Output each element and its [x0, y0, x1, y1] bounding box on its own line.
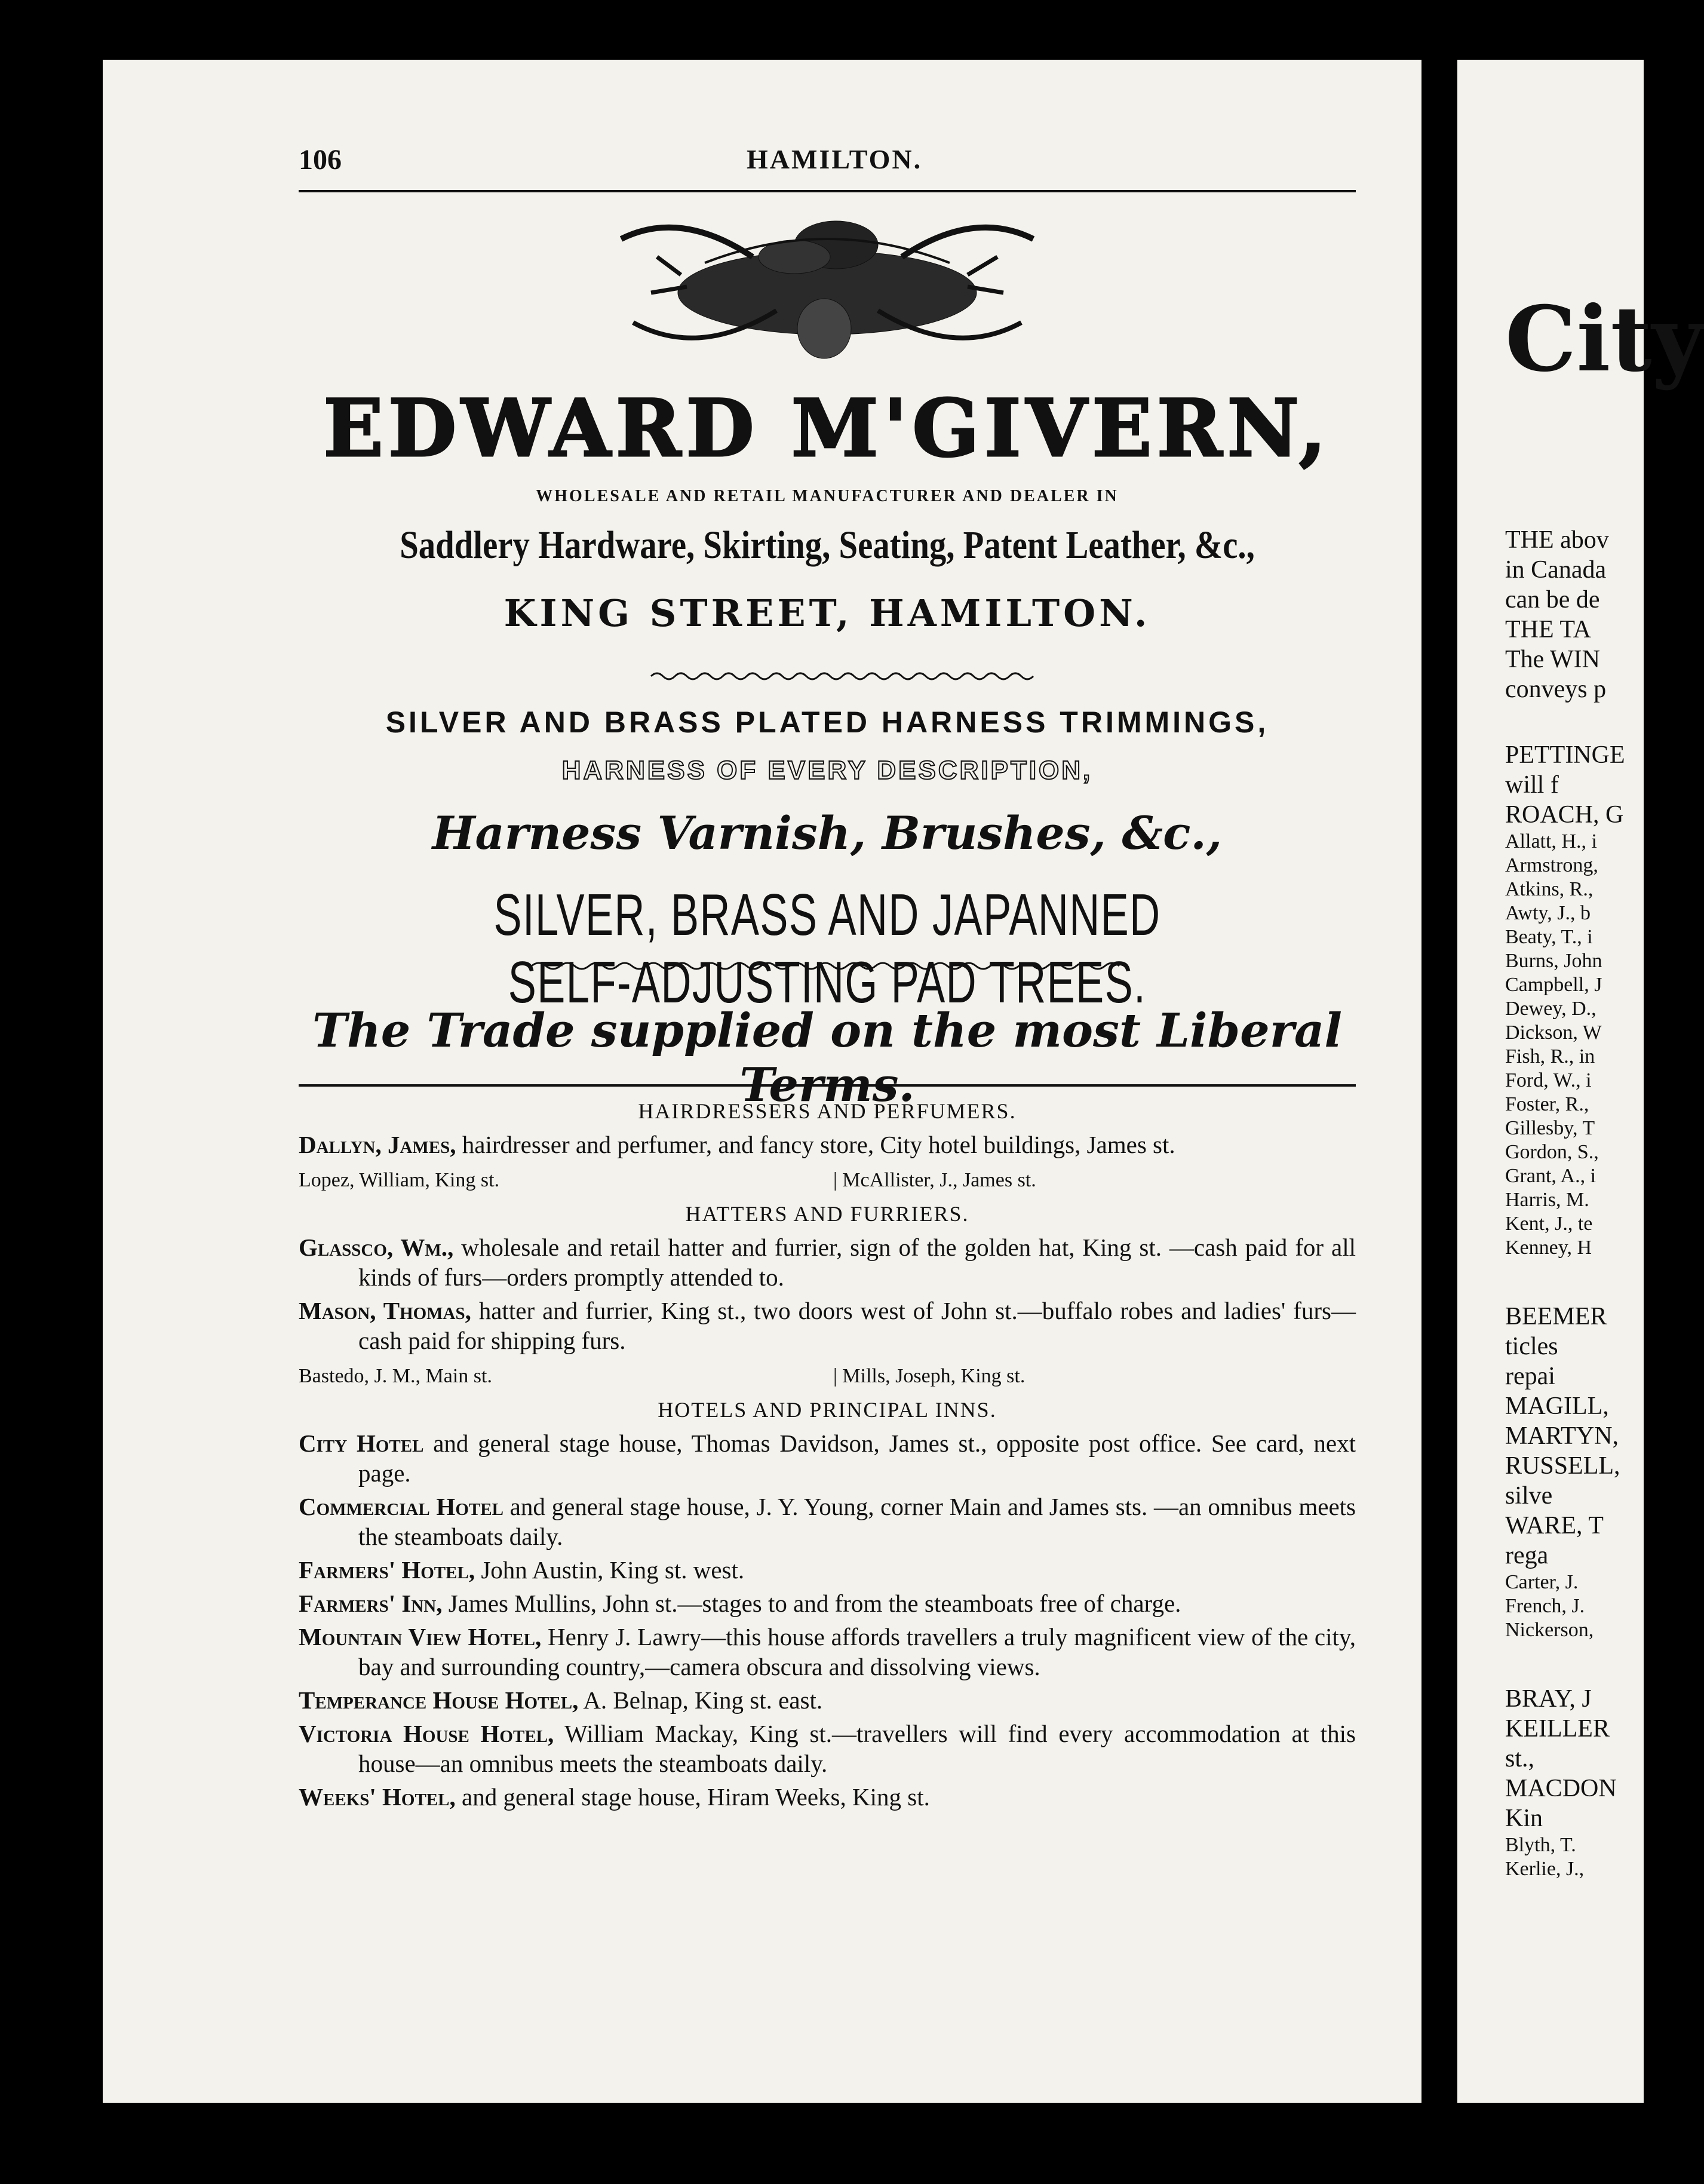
right-page-line: MAGILL,: [1505, 1392, 1609, 1420]
right-page-line: Harris, M.: [1505, 1189, 1589, 1211]
advertiser-role: WHOLESALE AND RETAIL MANUFACTURER AND DEALER IN: [536, 487, 1119, 505]
right-page-line: WARE, T: [1505, 1512, 1604, 1539]
right-page-line: Burns, John: [1505, 950, 1602, 972]
listing-entry: Commercial Hotel and general stage house, J. Y. Young, corner Main and James sts. —an omnibus meets the steamboats daily.: [299, 1493, 1356, 1550]
listing-entry: Weeks' Hotel, and general stage house, Hiram Weeks, King st.: [299, 1783, 930, 1811]
right-page-line: THE abov: [1505, 526, 1609, 554]
listing-right: | McAllister, J., James st.: [833, 1169, 1036, 1191]
varnish-line: Harness Varnish, Brushes, &c.,: [432, 806, 1223, 860]
right-page-line: silve: [1505, 1482, 1553, 1510]
listing-entry: Dallyn, James, hairdresser and perfumer, and fancy store, City hotel buildings, James st.: [299, 1131, 1175, 1158]
right-page-line: Grant, A., i: [1505, 1165, 1596, 1187]
right-page-line: Beaty, T., i: [1505, 926, 1593, 948]
right-page-line: MACDON: [1505, 1775, 1617, 1802]
pad-trees-line: SILVER, BRASS AND JAPANNED SELF-ADJUSTING PAD TREES.: [493, 882, 1161, 1015]
right-page-line: PETTINGE: [1505, 741, 1625, 769]
right-page-line: Allatt, H., i: [1505, 830, 1597, 852]
listing-entry: Mountain View Hotel, Henry J. Lawry—this house affords travellers a truly magnificent view of the city, bay and surrounding country,—camera obscura and dissolving views.: [299, 1623, 1356, 1680]
right-page-line: Awty, J., b: [1505, 902, 1591, 924]
right-page-line: MARTYN,: [1505, 1422, 1619, 1450]
listing-right: | Mills, Joseph, King st.: [833, 1365, 1026, 1387]
right-page-line: BRAY, J: [1505, 1685, 1592, 1713]
listing-entry: Temperance House Hotel, A. Belnap, King st. east.: [299, 1686, 823, 1714]
right-page-line: Kerlie, J.,: [1505, 1858, 1585, 1880]
right-page-line: Gillesby, T: [1505, 1117, 1595, 1139]
right-page-line: French, J.: [1505, 1595, 1585, 1617]
right-page-line: Campbell, J: [1505, 974, 1602, 996]
listing-entry: Farmers' Inn, James Mullins, John st.—stages to and from the steamboats free of charge.: [299, 1590, 1181, 1617]
right-page-line: Kin: [1505, 1805, 1543, 1832]
listing-pair: [299, 1361, 1356, 1391]
section-title: HOTELS AND PRINCIPAL INNS.: [658, 1398, 997, 1422]
page-number: 106: [299, 144, 342, 176]
ad-bottom-rule: [299, 1084, 1356, 1087]
right-page-line: THE TA: [1505, 616, 1592, 643]
right-page-line: Kent, J., te: [1505, 1213, 1593, 1235]
right-page-line: Carter, J.: [1505, 1571, 1579, 1593]
right-page-line: repai: [1505, 1363, 1555, 1390]
directory-listings: [299, 1096, 1356, 1812]
right-page-line: RUSSELL,: [1505, 1452, 1620, 1480]
listing-left: Lopez, William, King st.: [299, 1169, 500, 1191]
listing-entry: Glassco, Wm., wholesale and retail hatter and furrier, sign of the golden hat, King st. —cash paid for all kinds of furs—orders promptly attended to.: [299, 1234, 1356, 1291]
listing-left: Bastedo, J. M., Main st.: [299, 1365, 492, 1387]
right-page-line: The WIN: [1505, 646, 1600, 673]
right-page-fragment: [1457, 60, 1704, 2103]
listing-pair: [299, 1165, 1356, 1195]
right-page-title: City: [1505, 287, 1704, 392]
wavy-divider-2: [532, 959, 1129, 973]
right-page-line: Foster, R.,: [1505, 1093, 1589, 1115]
address-line: KING STREET, HAMILTON.: [503, 591, 1151, 635]
listing-entry: Victoria House Hotel, William Mackay, King st.—travellers will find every accommodation at this house—an omnibus meets the steamboats daily.: [299, 1720, 1356, 1777]
listing-entry: City Hotel and general stage house, Thomas Davidson, James st., opposite post office. See card, next page.: [299, 1430, 1356, 1487]
right-page-line: conveys p: [1505, 676, 1607, 703]
right-page-line: in Canada: [1505, 556, 1607, 584]
right-page-line: will f: [1505, 771, 1559, 799]
right-page-line: can be de: [1505, 586, 1600, 614]
header-rule: [299, 190, 1356, 192]
listing-entry: Farmers' Hotel, John Austin, King st. west.: [299, 1556, 745, 1584]
section-title: HAIRDRESSERS AND PERFUMERS.: [638, 1099, 1017, 1123]
right-page-line: Dickson, W: [1505, 1022, 1602, 1044]
right-page-line: rega: [1505, 1542, 1549, 1569]
right-page-line: KEILLER: [1505, 1715, 1610, 1743]
right-page-line: st.,: [1505, 1745, 1535, 1772]
right-page-line: Fish, R., in: [1505, 1045, 1595, 1068]
right-page-line: Blyth, T.: [1505, 1834, 1576, 1856]
right-page-line: Armstrong,: [1505, 854, 1598, 876]
running-title: HAMILTON.: [747, 144, 923, 174]
section-title: HATTERS AND FURRIERS.: [685, 1202, 969, 1226]
right-page-line: Atkins, R.,: [1505, 878, 1594, 900]
harness-line: HARNESS OF EVERY DESCRIPTION,: [561, 756, 1093, 785]
right-page-line: Nickerson,: [1505, 1619, 1594, 1641]
trade-terms-line: The Trade supplied on the most Liberal Terms.: [312, 1004, 1343, 1112]
wavy-divider: [651, 669, 1033, 683]
advertiser-name: EDWARD M'GIVERN,: [323, 382, 1331, 475]
right-page-line: Dewey, D.,: [1505, 998, 1596, 1020]
trimmings-line: SILVER AND BRASS PLATED HARNESS TRIMMINGS,: [385, 705, 1269, 739]
right-page-line: Gordon, S.,: [1505, 1141, 1599, 1163]
saddlery-ornament-image: [609, 203, 1045, 370]
right-page-line: ROACH, G: [1505, 801, 1624, 829]
right-page-line: Ford, W., i: [1505, 1069, 1592, 1091]
listing-entry: Mason, Thomas, hatter and furrier, King st., two doors west of John st.—buffalo robes and ladies' furs—cash paid for shipping furs.: [299, 1297, 1356, 1354]
page-header: [299, 143, 1356, 179]
right-page-line: Kenney, H: [1505, 1237, 1592, 1259]
products-line: Saddlery Hardware, Skirting, Seating, Patent Leather, &c.,: [400, 523, 1255, 567]
right-page-line: ticles: [1505, 1333, 1558, 1360]
right-page-line: BEEMER: [1505, 1303, 1607, 1330]
